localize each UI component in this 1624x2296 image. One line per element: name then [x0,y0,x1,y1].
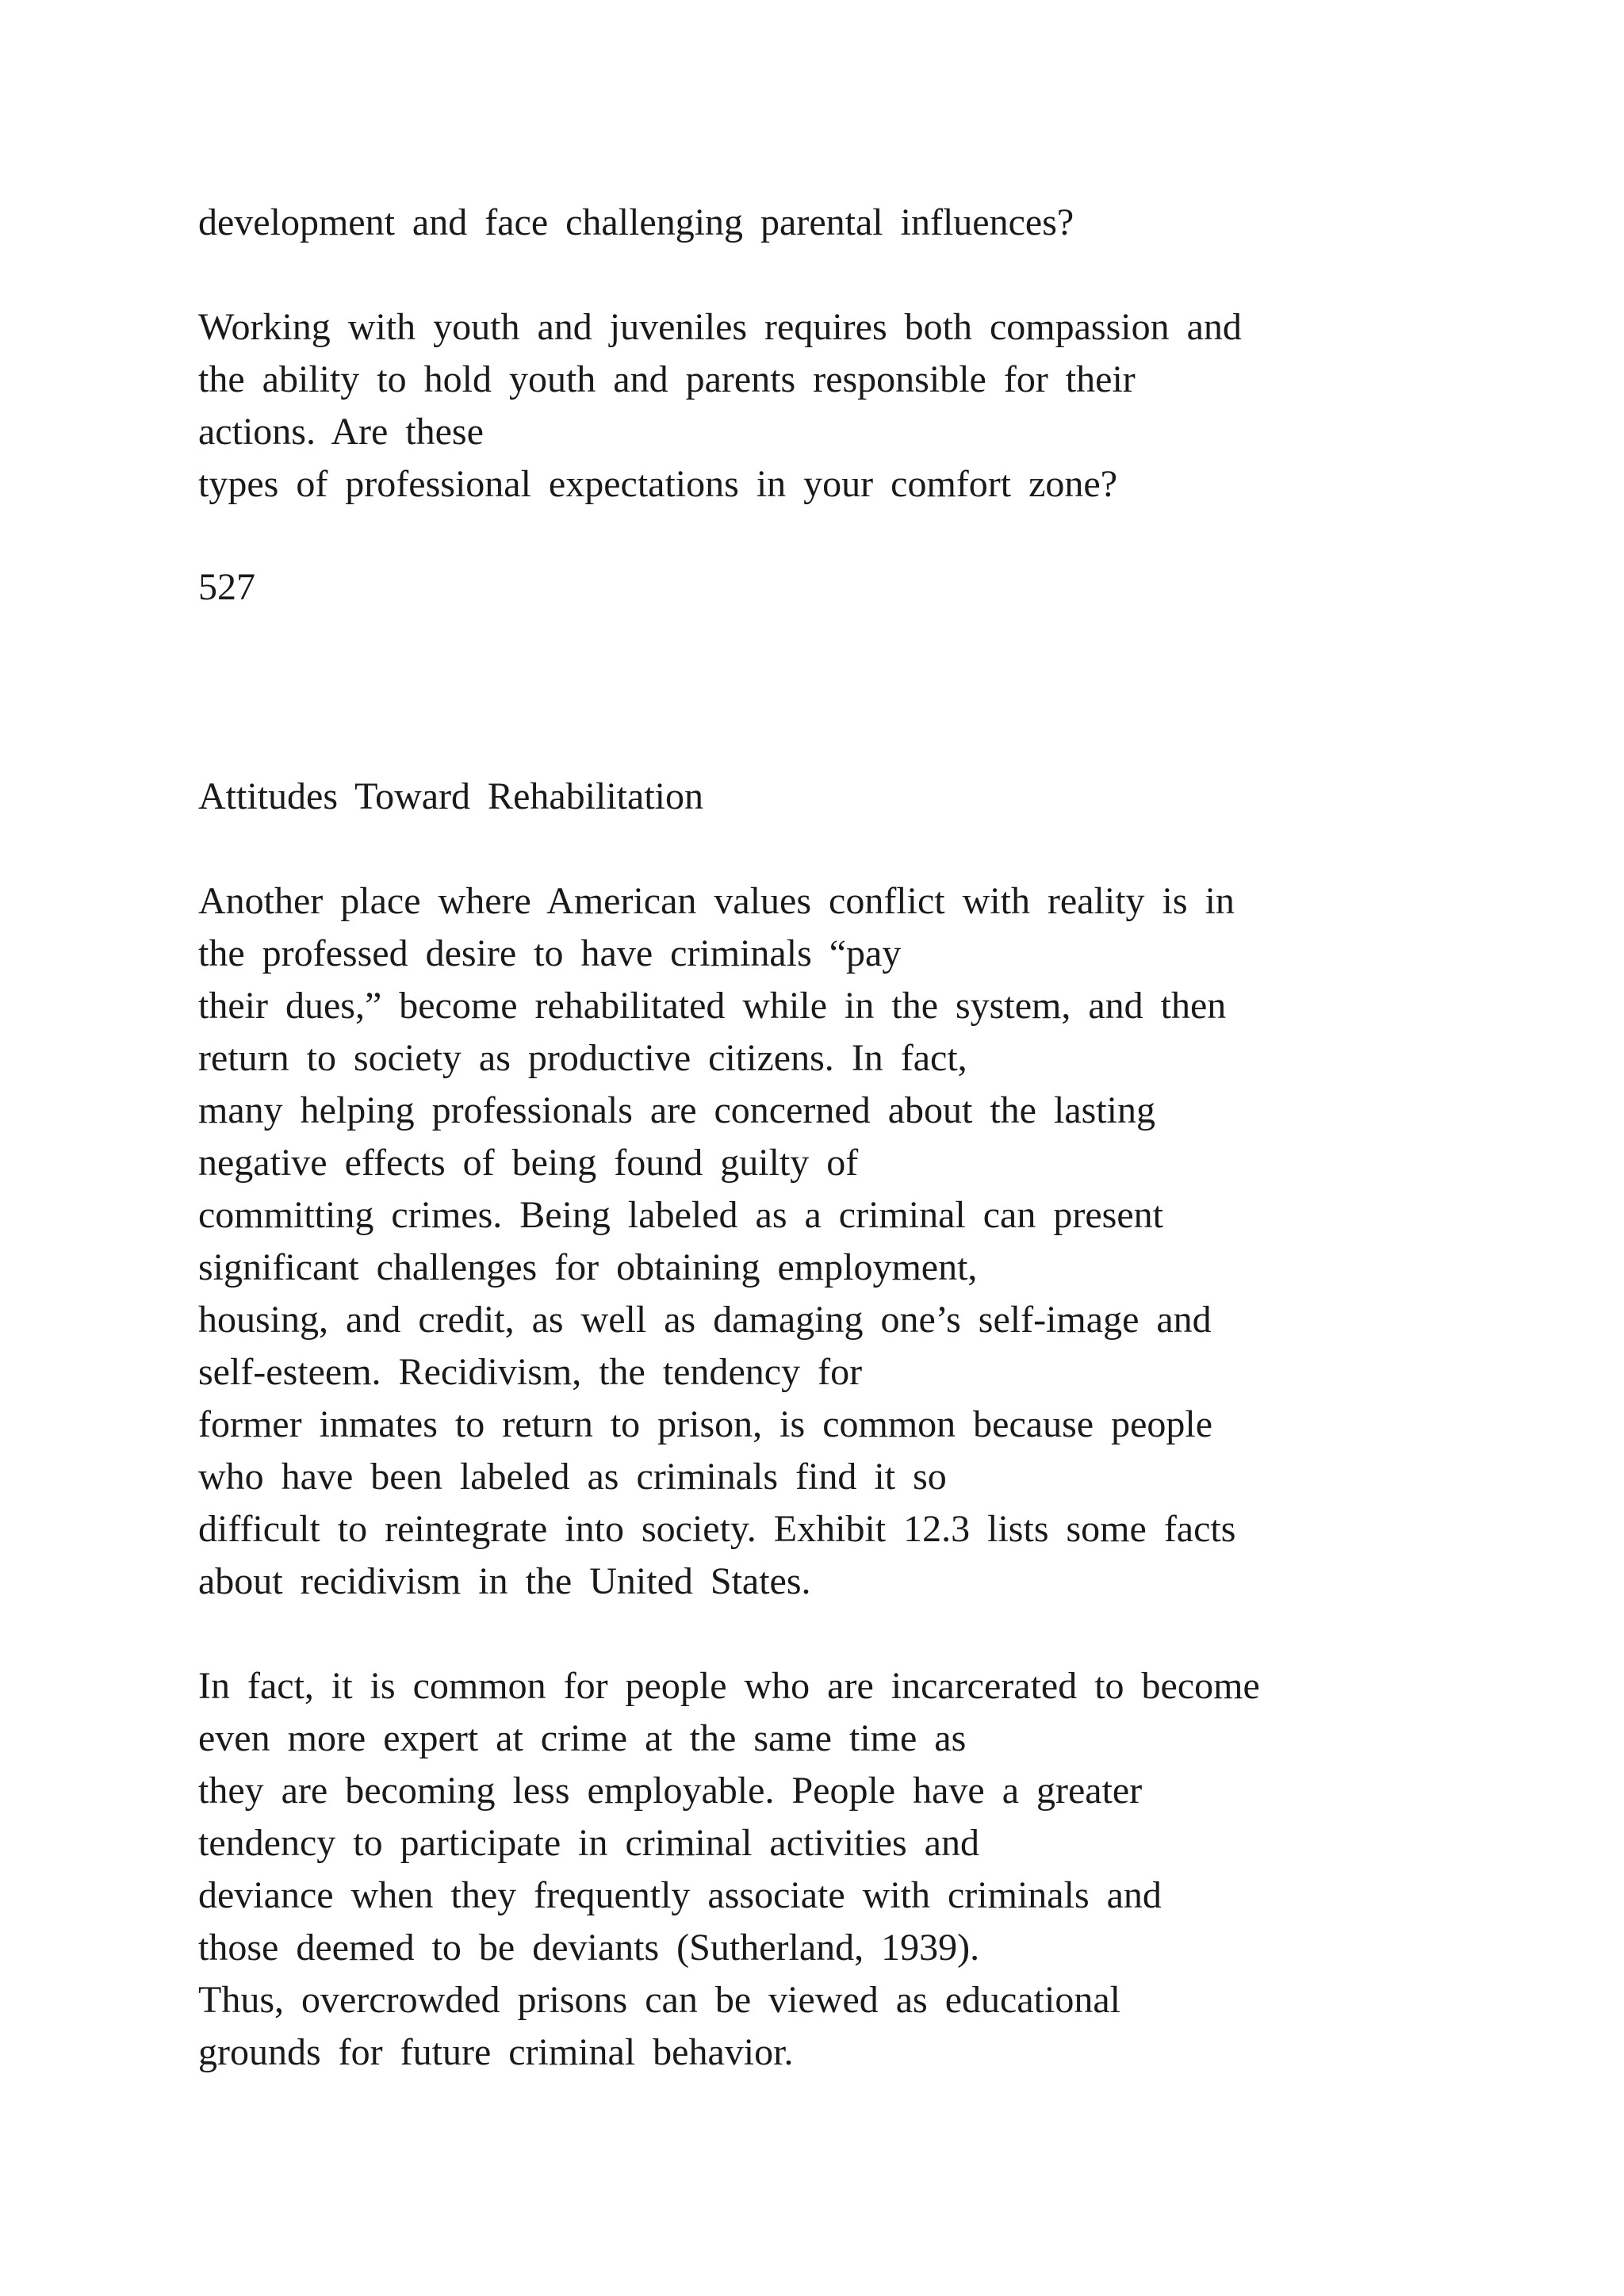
text-line: In fact, it is common for people who are incarcerated to become [198,1665,1260,1707]
text-line: return to society as productive citizens. In fact, [198,1037,967,1079]
text-line: types of professional expectations in your comfort zone? [198,463,1117,505]
text-line: Working with youth and juveniles requires both compassion and [198,306,1242,348]
text-line: grounds for future criminal behavior. [198,2031,794,2073]
text-line: development and face challenging parental influences? [198,201,1074,243]
text-line: significant challenges for obtaining employment, [198,1246,978,1288]
text-line: tendency to participate in criminal activities and [198,1822,979,1864]
text-line: Thus, overcrowded prisons can be viewed as educational [198,1979,1120,2021]
text-line: former inmates to return to prison, is common because people [198,1403,1213,1445]
text-line: housing, and credit, as well as damaging one’s self-image and [198,1299,1212,1341]
page-number: 527 [198,566,255,608]
text-line: about recidivism in the United States. [198,1560,811,1602]
text-line: the ability to hold youth and parents responsible for their [198,358,1136,400]
text-line: those deemed to be deviants (Sutherland, 1939). [198,1927,980,1969]
text-line: many helping professionals are concerned about the lasting [198,1089,1155,1131]
text-line: the professed desire to have criminals “pay [198,932,902,974]
text-line: Another place where American values conflict with reality is in [198,880,1235,922]
text-line: deviance when they frequently associate with criminals and [198,1874,1162,1916]
text-line: self-esteem. Recidivism, the tendency for [198,1351,863,1393]
text-line: actions. Are these [198,411,484,453]
text-line: even more expert at crime at the same time as [198,1717,967,1759]
section-heading: Attitudes Toward Rehabilitation [198,775,703,817]
text-line: committing crimes. Being labeled as a criminal can present [198,1194,1163,1236]
text-line: difficult to reintegrate into society. Exhibit 12.3 lists some facts [198,1508,1236,1550]
text-line: they are becoming less employable. People have a greater [198,1770,1143,1812]
text-line: who have been labeled as criminals find it so [198,1456,947,1498]
text-line: their dues,” become rehabilitated while in the system, and then [198,985,1227,1027]
text-line: negative effects of being found guilty of [198,1142,859,1184]
